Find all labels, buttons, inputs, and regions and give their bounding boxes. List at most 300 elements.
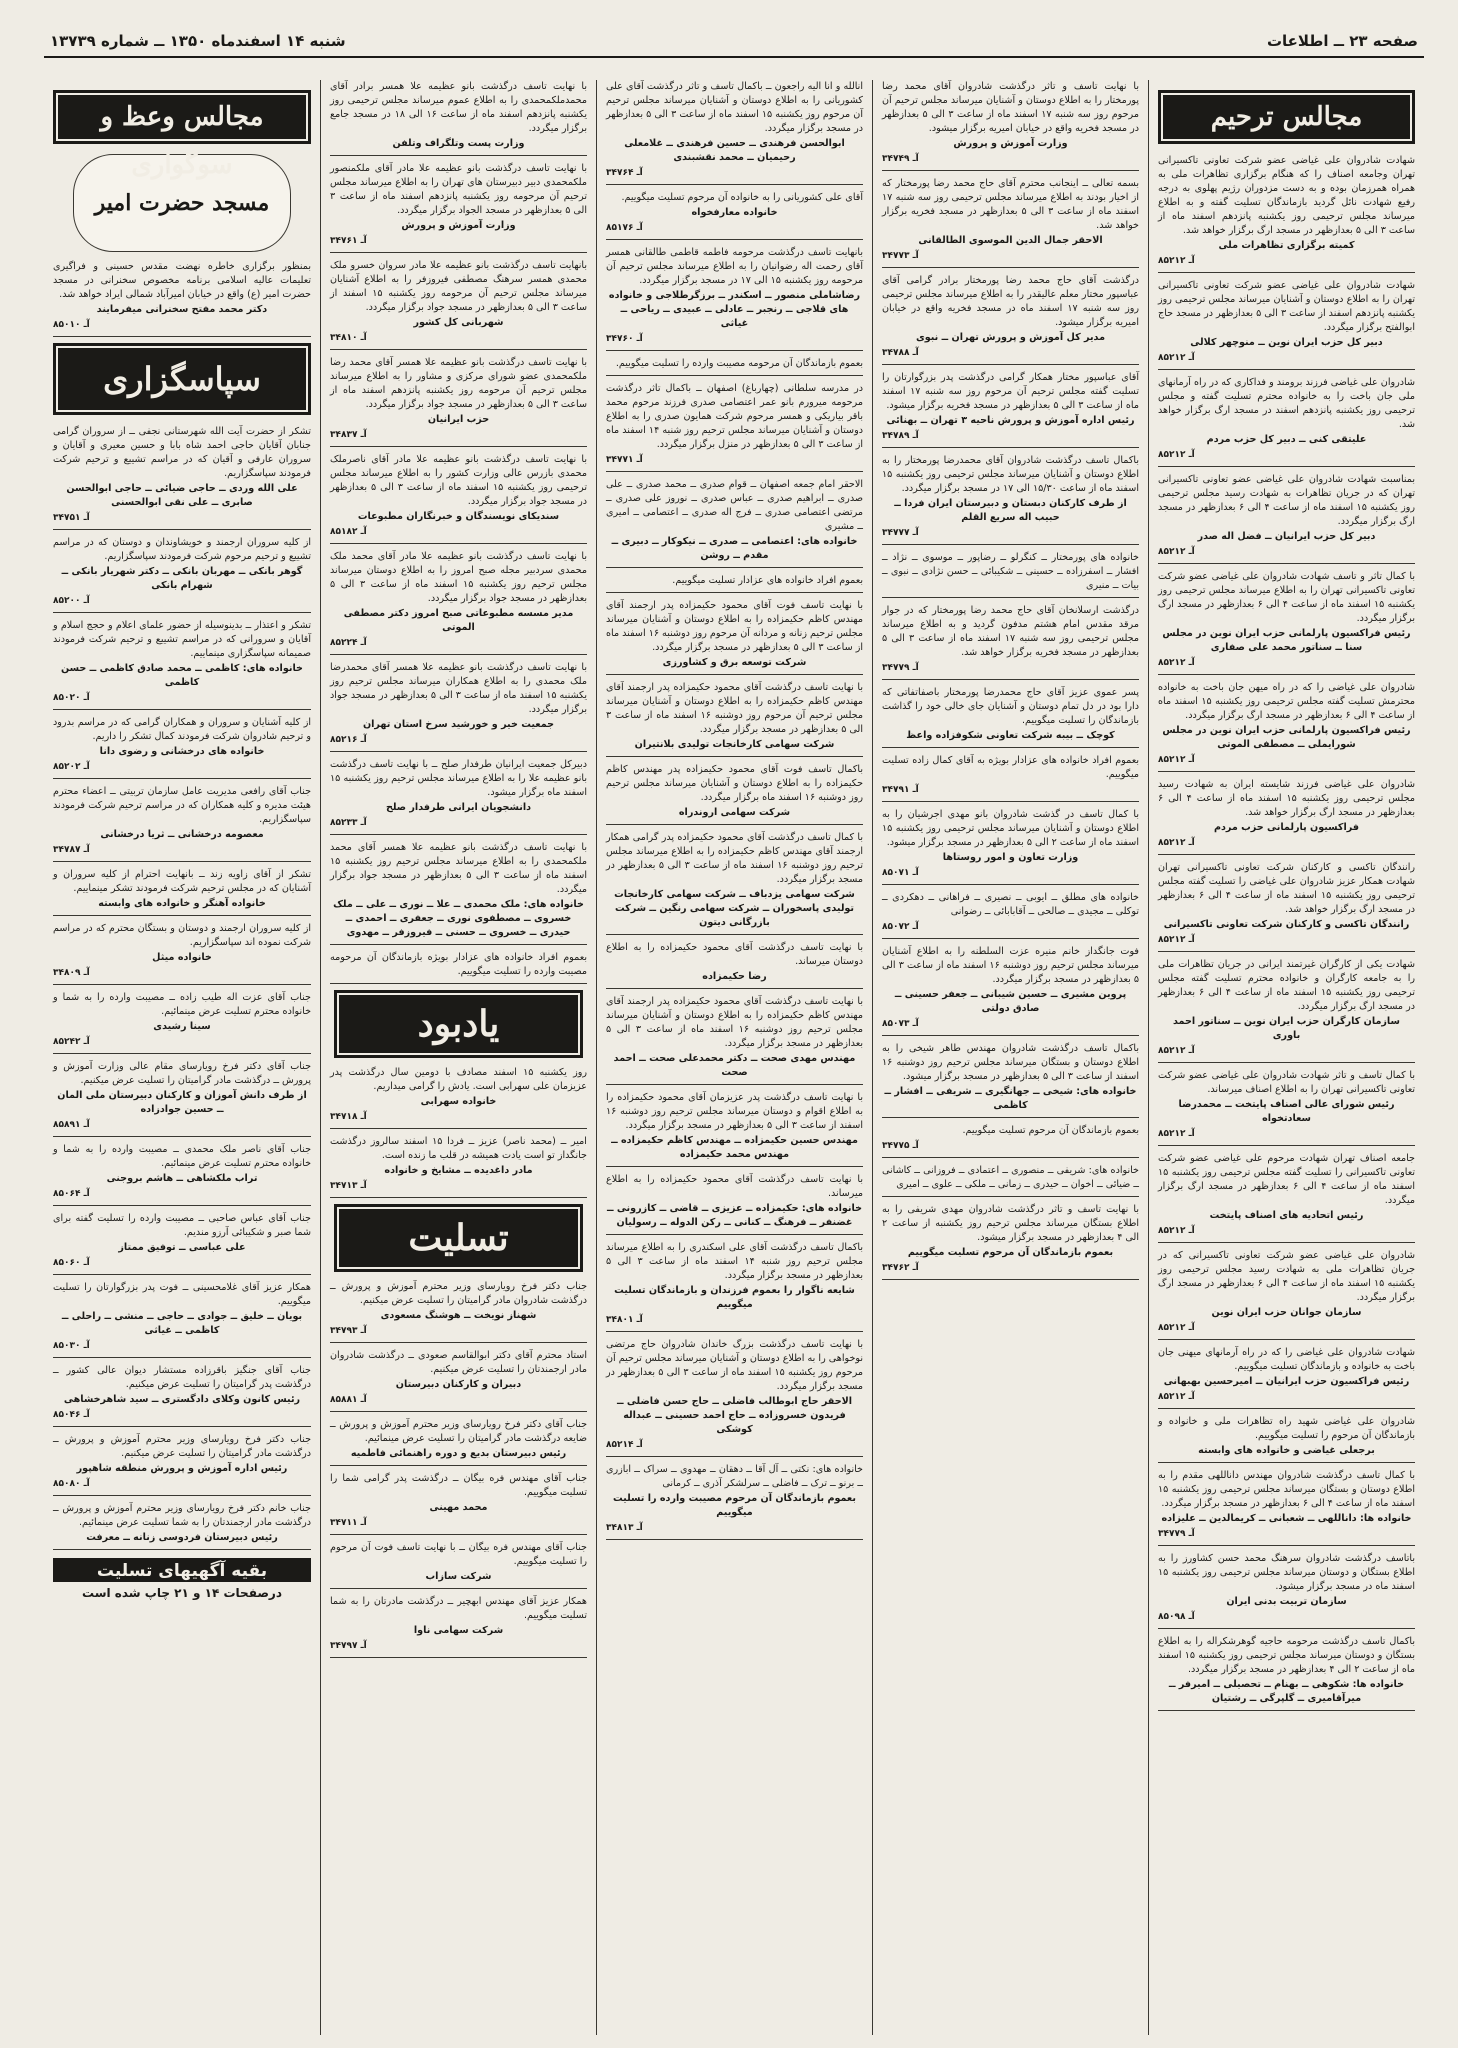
- column-2: [872, 80, 1148, 2035]
- notice-divider: [1158, 1408, 1415, 1409]
- notice-divider: [53, 1053, 311, 1054]
- notice-divider: [330, 155, 587, 156]
- notice-signature: سازمان جوانان حزب ایران نوین: [1211, 1307, 1362, 1318]
- notice-divider: [330, 1534, 587, 1535]
- notice-signature: خانواده میثل: [152, 952, 212, 963]
- notice-ref-code: آـ ۸۵۲۱۲: [1158, 256, 1195, 266]
- notice-ref-code: آـ ۳۴۸۱۰: [330, 333, 367, 343]
- notice: [330, 356, 587, 447]
- notice-body: باکمال تاسف درگذشت شادروان آقای محمدرضا پورمختار را به اطلاع دوستان و آشنایان میرساند مجلس ترحیمی روز یکشنبه ۱۵ اسفند ماه از ساعت ۱۵/۳۰ الی ۱۷ در مسجد برگزار میگردد.: [882, 455, 1139, 494]
- notice: [330, 162, 587, 253]
- notice-signature: شرکت سهامی یزدباف ــ شرکت سهامی کارخانجات تولیدی پاسخوران ــ شرکت سهامی رنگین ــ شرکت بازرگانی دیتون: [614, 889, 855, 928]
- notice-divider: [53, 1136, 311, 1137]
- notice-divider: [882, 1157, 1139, 1158]
- notice-ref-code: آـ ۸۵۲۱۲: [1158, 935, 1195, 945]
- notice-body: تشکر از حضرت آیت الله شهرستانی نجفی ــ از سروران گرامی جنابان آقایان حاجی احمد شاه بابا و حسین معیری و آقایان و سروران عارفی و آقیان که در مراسم تشییع و ترحیم شرکت فرمودند سپاسگزاریم.: [53, 426, 311, 479]
- notice-ref-code: آـ ۸۵۲۱۲: [1158, 1226, 1195, 1236]
- notice-ref-code: آـ ۸۵۰۷۲: [882, 922, 919, 932]
- notice: [53, 868, 311, 916]
- notice-divider: [53, 984, 311, 985]
- notice-body: استاد محترم آقای دکتر ابوالقاسم صعودی ــ درگذشت شادروان مادر ارجمندتان را تسلیت عرض میکنیم.: [330, 1350, 587, 1375]
- notice: [1158, 958, 1415, 1063]
- notice: [330, 1472, 587, 1535]
- notice: [882, 891, 1139, 939]
- notice: [330, 951, 587, 984]
- notice-body: با نهایت تاسف و تاثر درگذشت شادروان آقای محمد رضا پورمختار را به اطلاع دوستان و آشنایان میرساند مجلس ترحیم آن مرحوم روز سه شنبه ۱۷ اسفند ماه از ساعت ۳ الی ۵ بعدازظهر در مسجد فخریه واقع در خیابان امیریه برگزار میشود.: [882, 81, 1139, 134]
- notice-divider: [53, 1205, 311, 1206]
- notice-divider: [330, 983, 587, 984]
- notice-ref-code: آـ ۸۵۲۱۲: [1158, 1392, 1195, 1402]
- notice-body: آقای علی کشوریانی را به خانواده آن مرحوم تسلیت میگوییم.: [621, 192, 863, 203]
- notice: [882, 1164, 1139, 1197]
- notice-divider: [882, 801, 1139, 802]
- notice-divider: [1158, 771, 1415, 772]
- notice-ref-code: آـ ۳۴۷۴۹: [882, 154, 919, 164]
- notice-ref-code: آـ ۳۴۷۸۸: [882, 348, 919, 358]
- notice-divider: [606, 350, 863, 351]
- notice: [1158, 1552, 1415, 1629]
- notice-divider: [882, 1279, 1139, 1280]
- notice-divider: [606, 471, 863, 472]
- notice-signature: برجعلی غیاضی و خانواده های وابسته: [1198, 1445, 1375, 1456]
- notice-ref-code: آـ ۳۴۷۱۱: [330, 1518, 367, 1528]
- notice-ref-code: آـ ۳۴۸۰۹: [53, 968, 90, 978]
- notice-ref-code: آـ ۳۴۷۷۵: [882, 1141, 919, 1151]
- notice-body: جناب آقای دکتر فرخ رویارسای وزیر محترم آموزش و پرورش ــ ضایعه درگذشت مادر گرامیتان را تسلیت عرض مینمائیم.: [330, 1419, 587, 1444]
- notice-signature: تراب ملکشاهی ــ هاشم بروجنی: [106, 1173, 258, 1184]
- notice-signature: سینا رشیدی: [153, 1021, 211, 1032]
- column-4-notices-middle: [330, 1066, 587, 1198]
- notice: [882, 945, 1139, 1036]
- notice-body: شادروان علی غیاضی فرزند شایسته ایران به شهادت رسید مجلس ترحیمی روز یکشنبه ۱۵ اسفند ماه از ساعت ۴ الی ۶ بعدازظهر در مسجد ارگ برگزار خواهد شد.: [1158, 779, 1415, 818]
- notice-divider: [606, 567, 863, 568]
- notice-divider: [882, 1196, 1139, 1197]
- notice: [53, 1212, 311, 1275]
- notice-body: بمنظور برگزاری خاطره نهضت مقدس حسینی و فراگیری تعلیمات عالیه اسلامی برنامه مخصوص سخنرانی در مسجد حضرت امیر (ع) واقع در خیابان امیرآباد شمالی ایراد خواهد شد.: [53, 261, 311, 300]
- notice-ref-code: آـ ۸۵۰۷۳: [882, 1019, 919, 1029]
- notice-ref-code: آـ ۳۴۷۷۳: [882, 251, 919, 261]
- notice-divider: [1158, 466, 1415, 467]
- notice: [53, 1502, 311, 1550]
- notice-divider: [606, 592, 863, 593]
- notice-signature: رئیس دبیرستان بدیع و دوره راهنمائی فاطمیه: [350, 1448, 567, 1459]
- tasliat-banner: تسلیت: [334, 1204, 583, 1272]
- notice-body: شهادت یکی از کارگران غیرتمند ایرانی در جریان تظاهرات ملی را به جامعه کارگران و خانواده محترم تسلیت گفته مجلس ترحیمی روز یکشنبه ۱۵ اسفند ماه از ساعت ۴ الی ۶ بعدازظهر در مسجد ارگ برگزار میگردد.: [1158, 959, 1415, 1012]
- notice-signature: جمعیت خیر و خورشید سرخ استان تهران: [362, 719, 555, 730]
- notice-body: شادروان علی غیاضی را که در راه میهن جان باخت به خانواده محترمش تسلیت گفته مجلس ترحیمی روز یکشنبه ۱۵ اسفند ماه از ساعت ۴ الی ۶ بعدازظهر در مسجد ارگ برگزار میگردد.: [1158, 682, 1415, 721]
- notice-signature: شرکت سازاب: [425, 1571, 492, 1582]
- notice: [330, 1595, 587, 1658]
- notice-ref-code: آـ ۳۴۷۹۱: [882, 785, 919, 795]
- notice-signature: وزارت تعاون و امور روستاها: [942, 852, 1079, 863]
- notice-ref-code: آـ ۸۵۱۷۶: [606, 223, 643, 233]
- notice-divider: [606, 756, 863, 757]
- notice-signature: شهربانی کل کشور: [413, 317, 504, 328]
- notice-body: جناب آقای رافعی مدیریت عامل سازمان تربیتی ــ اعضاء محترم هیئت مدیره و کلیه همکاران که در مراسم ترحیم شرکت فرمودند سپاسگزاریم.: [53, 786, 311, 825]
- notice-signature: خانواده های: کاظمی ــ محمد صادق کاظمی ــ حسن کاظمی: [61, 663, 303, 688]
- notice-body: بعموم بازماندگان آن مرحومه مصیبت وارده را تسلیت میگوییم.: [615, 358, 863, 369]
- notice-signature: سندیکای نویسندگان و خبرنگاران مطبوعات: [357, 511, 560, 522]
- notice-divider: [1158, 1339, 1415, 1340]
- notice-divider: [53, 1274, 311, 1275]
- notice-divider: [330, 1411, 587, 1412]
- notice: [1158, 681, 1415, 772]
- notice-signature: شرکت سهامی اروندراه: [678, 807, 791, 818]
- notice-body: بانهایت تاسف درگذشت مرحومه فاطمه قاطمی طالقانی همسر آقای رحمت اله رضوانیان را به اطلاع میرساند مجلس ترحیم آن مرحومه روز یکشنبه ۱۵ الی ۱۷ در مسجد برگزار میگردد.: [606, 247, 863, 286]
- notice-ref-code: آـ ۸۵۰۶۰: [53, 1258, 90, 1268]
- notice-ref-code: آـ ۸۵۰۱۰: [53, 320, 90, 330]
- notice-divider: [606, 674, 863, 675]
- notice: [882, 177, 1139, 268]
- notice-body: از کلیه سروران ارجمند و دوستان و بستگان محترم که در مراسم شرکت نموده اند سپاسگزاریم.: [53, 923, 311, 948]
- more-notices-pages: درصفحات ۱۴ و ۲۱ چاپ شده است: [81, 1586, 283, 1600]
- notice: [606, 1091, 863, 1167]
- notice-divider: [1158, 1062, 1415, 1063]
- notice-divider: [1158, 563, 1415, 564]
- notice-signature: ابوالحسن فرهندی ــ حسین فرهندی ــ غلامعلی رحیمیان ــ محمد نقشبندی: [624, 138, 845, 163]
- notice: [882, 371, 1139, 448]
- notice-divider: [53, 709, 311, 710]
- notice-body: با نهایت تاسف درگذشت بانو عظیمه علا همسر آقای محمد رضا ملکمحمدی عضو شورای مرکزی و مشاور را به اطلاع میرساند مجلس ترحیم آن مرحومه روز یکشنبه پانزدهم اسفند ماه از ساعت ۳ الی ۵ بعدازظهر در مسجد جواد برگزار میگردد.: [330, 357, 587, 410]
- notice-divider: [330, 446, 587, 447]
- notice-body: با نهایت تاسف درگذشت آقای محمود حکیمزاده را به اطلاع دوستان میرساند.: [606, 942, 863, 967]
- notice-body: در مدرسه سلطانی (چهارباغ) اصفهان ــ باکمال تاثر درگذشت مرحومه میرورم بانو عمر اعتصامی صدری فرزند مرحوم محمد باقر بیاریکی و همسر مرحوم شرکت همایون صدری را به اطلاع دوستان و آشنایان میرساند مجلس ترحیم روز شنبه ۱۴ اسفند ماه از ساعت ۳ الی ۵ بعدازظهر در منزل برگزار میگردد.: [606, 383, 863, 450]
- notice: [606, 941, 863, 989]
- notice-divider: [330, 654, 587, 655]
- column-3-notices: [606, 80, 863, 1540]
- column-3: [596, 80, 872, 2035]
- notice-divider: [606, 1234, 863, 1235]
- notice: [1158, 1469, 1415, 1546]
- notice-divider: [606, 375, 863, 376]
- notice-signature: خانواده های: ملک محمدی ــ علا ــ نوری ــ علی ــ ملک خسروی ــ مصطفوی نوری ــ جعفری ــ احمدی ــ حیدری ــ خسروی ــ حسنی ــ فیروزفر ــ مهدوی: [333, 899, 584, 938]
- masthead-page-number: صفحه ۲۳ ــ اطلاعات: [1266, 32, 1418, 50]
- notice-body: خانواده های: شریفی ــ منصوری ــ اعتمادی ــ فروزانی ــ کاشانی ــ ضیائی ــ اخوان ــ حیدری ــ زمانی ــ ملکی ــ علوی ــ امیری: [882, 1165, 1139, 1190]
- notice-divider: [330, 543, 587, 544]
- notice-body: بعموم افراد خانواده های عزادار بویژه بازماندگان آن مرحومه مصیبت وارده را تسلیت میگوییم.: [330, 952, 587, 977]
- notice-signature: رضا حکیمزاده: [702, 971, 767, 982]
- notice-divider: [882, 364, 1139, 365]
- notice-signature: بعموم بازماندگان آن مرحوم تسلیت میگوییم: [907, 1247, 1114, 1258]
- notice-signature: دکتر محمد مفتح سخنرانی میفرمایند: [96, 304, 268, 315]
- notice: [330, 550, 587, 655]
- notice-body: پسر عموی عزیز آقای حاج محمدرضا پورمختار باصفاتفاتی که دارا بود در دل تمام دوستان و آشنایان جای خالی خود را گذاشت بازماندگان را تسلیت میگوییم.: [882, 687, 1139, 726]
- notice-signature: محمد مهینی: [429, 1502, 488, 1513]
- notice-body: باکمال تاسف درگذشت آقای علی اسکندری را به اطلاع میرساند مجلس ترحیم روز شنبه ۱۴ اسفند ماه از ساعت ۳ الی ۵ بعدازظهر در مسجد برگزار میگردد.: [606, 1242, 864, 1281]
- notice-body: با نهایت تاسف درگذشت بانو عظیمه علا همسر آقای محمد ملکمحمدی را به اطلاع میرساند مجلس ترحیم روز یکشنبه ۱۵ اسفند ماه از ساعت ۳ الی ۵ بعدازظهر در مسجد جواد برگزار میگردد.: [330, 842, 588, 895]
- notice-body: خانواده های مطلق ــ ایوبی ــ نصیری ــ فراهانی ــ دهکردی ــ توکلی ــ مجیدی ــ صالحی ــ آقابابائی ــ رضوانی: [882, 892, 1139, 917]
- notice-ref-code: آـ ۸۵۲۰۲: [53, 762, 90, 772]
- notice-ref-code: آـ ۳۴۸۳۷: [330, 430, 367, 440]
- notice-body: جناب آقای دکتر فرخ رویارسای مقام عالی وزارت آموزش و پرورش ــ درگذشت مادر گرامیتان را تسلیت عرض میکنیم.: [53, 1061, 311, 1086]
- notice: [882, 754, 1139, 802]
- notice-divider: [606, 934, 863, 935]
- notice-ref-code: آـ ۸۵۲۱۲: [1158, 1046, 1195, 1056]
- notice-body: با کمال تاسف درگذشت شادروان مهندس داناللهی مقدم را به اطلاع دوستان و بستگان میرساند مجلس ترحیمی روز یکشنبه ۱۵ اسفند ماه از ساعت ۴ الی ۶ بعدازظهر در مسجد برگزار میگردد.: [1158, 1470, 1415, 1509]
- notice-signature: مهندس مهدی صحت ــ دکتر محمدعلی صحت ــ احمد صحت: [613, 1053, 856, 1078]
- masthead-date-issue: شنبه ۱۴ اسفندماه ۱۳۵۰ ــ شماره ۱۳۷۳۹: [50, 32, 346, 50]
- notice: [882, 1203, 1139, 1280]
- notice-signature: خانواده سهرابی: [420, 1096, 497, 1107]
- notice-body: جناب آقای عزت اله طیب زاده ــ مصیبت وارده را به شما و خانواده محترم تسلیت عرض مینمائیم.: [53, 992, 311, 1017]
- notice-ref-code: آـ ۳۴۷۹۷: [330, 1641, 367, 1651]
- column-4-notices-top: [330, 80, 587, 984]
- notice-ref-code: آـ ۳۴۸۰۱: [606, 1315, 643, 1325]
- notice-ref-code: آـ ۳۴۷۷۷: [882, 528, 919, 538]
- notice-signature: رئیس فراکسیون پارلمانی حزب ایران نوین در مجلس سنا ــ سناتور محمد علی صفاری: [1162, 628, 1411, 653]
- notice: [882, 808, 1139, 885]
- notice-ref-code: آـ ۸۵۰۲۰: [53, 693, 90, 703]
- notice-body: جناب آقای مهندس فره بیگان ــ با نهایت تاسف فوت آن مرحوم را تسلیت میگوییم.: [330, 1542, 587, 1567]
- notice: [606, 1173, 863, 1235]
- mosque-emblem: مسجد حضرت امیر: [73, 154, 291, 252]
- notice-ref-code: آـ ۳۴۷۱۸: [330, 1112, 367, 1122]
- notice-body: انالله و انا الیه راجعون ــ باکمال تاسف و تاثر درگذشت آقای علی کشوریانی را به اطلاع دوستان و آشنایان میرساند مجلس ترحیم آن مرحوم روز یکشنبه ۱۵ اسفند ماه از ساعت ۳ الی ۵ بعدازظهر در مسجد برگزار میگردد.: [606, 81, 863, 134]
- notice-divider: [882, 544, 1139, 545]
- notice-body: بمناسبت شهادت شادروان علی غیاضی عضو تعاونی تاکسیرانی تهران که در جریان تظاهرات به شهادت رسید مجلس ترحیمی روز یکشنبه ۱۵ اسفند ماه از ساعت ۴ الی ۶ بعدازظهر در مسجد ارگ برگزار میگردد.: [1158, 474, 1415, 527]
- notice-body: با کمال تاسف و تاثر شهادت شادروان علی غیاضی عضو شرکت تعاونی تاکسیرانی تهران را به اطلاع اصناف میرساند.: [1158, 1070, 1415, 1095]
- notice-signature: شرکت سهامی ناوا: [413, 1625, 504, 1636]
- notice: [606, 357, 863, 376]
- notice-signature: پروین مشیری ــ حسین شیبانی ــ جعفر حسینی ــ صادق دولتی: [894, 989, 1127, 1014]
- notice: [606, 574, 863, 593]
- notice-signature: مدیر کل آموزش و پرورش تهران ــ نبوی: [915, 332, 1106, 343]
- notice-body: با نهایت تاسف درگذشت بانو عظیمه علا همسر آقای محمدرضا ملک محمدی را به اطلاع همکاران میرساند مجلس ترحیم روز یکشنبه ۱۵ اسفند ماه از ساعت ۳ الی ۵ بعدازظهر در مسجد جواد برگزار میگردد.: [330, 662, 588, 715]
- notice-divider: [882, 1117, 1139, 1118]
- notice-ref-code: آـ ۸۵۲۱۴: [606, 1440, 643, 1450]
- notice-signature: گوهر بانکی ــ مهربان بانکی ــ دکتر شهریار بانکی ــ شهرام بانکی: [61, 566, 303, 591]
- notice-divider: [606, 184, 863, 185]
- notice: [330, 841, 587, 945]
- notice-divider: [606, 1539, 863, 1540]
- notice-divider: [606, 1084, 863, 1085]
- notice: [606, 763, 863, 825]
- notice-ref-code: آـ ۸۵۱۸۲: [330, 527, 367, 537]
- notice-signature: خانواده معارفخواه: [691, 207, 778, 218]
- notice-ref-code: آـ ۳۴۷۶۴: [606, 168, 643, 178]
- notice-body: تشکر و اعتذار ــ بدینوسیله از حضور علمای اعلام و حجج اسلام و آقایان و سرورانی که در مراسم تشییع و ترحیم شرکت فرمودند صمیمانه سپاسگزاری مینماییم.: [53, 620, 311, 659]
- notice-ref-code: آـ ۸۵۲۰۰: [53, 596, 90, 606]
- notice: [53, 785, 311, 862]
- notice: [53, 1143, 311, 1206]
- vaz-banner: مجالس وعظ و سوگواری: [53, 90, 311, 144]
- notice-divider: [330, 944, 587, 945]
- notice-ref-code: آـ ۸۵۲۱۲: [1158, 658, 1195, 668]
- notice-ref-code: آـ ۸۵۲۴۲: [53, 1037, 90, 1047]
- column-1: [1148, 80, 1424, 2035]
- notice: [330, 1280, 587, 1343]
- column-4: [320, 80, 596, 2035]
- notice-divider: [330, 1342, 587, 1343]
- notice-ref-code: آـ ۸۵۲۱۲: [1158, 838, 1195, 848]
- notice-body: با نهایت تاسف و تاثر درگذشت شادروان مهدی شریفی را به اطلاع بستگان میرساند مجلس ترحیم روز یکشنبه از ساعت ۲ الی ۴ بعدازظهر در مسجد برگزار میشود.: [882, 1204, 1139, 1243]
- notice-body: باکمال تاسف درگذشت شادروان مهندس طاهر شیخی را به اطلاع دوستان و بستگان میرساند مجلس ترحیم روز دوشنبه ۱۶ اسفند از ساعت ۳ الی ۵ بعدازظهر در مسجد برگزار میشود.: [882, 1043, 1139, 1082]
- notice-divider: [882, 938, 1139, 939]
- notice-divider: [1158, 1462, 1415, 1463]
- notice-signature: شهناز نویخت ــ هوشنگ مسعودی: [380, 1310, 537, 1321]
- notice-divider: [1158, 1628, 1415, 1629]
- notice-body: با نهایت تاسف فوت آقای محمود حکیمزاده پدر ارجمند آقای مهندس کاظم حکیمزاده را به اطلاع دوستان و آشنایان میرساند مجلس ترحیم زنانه و مردانه آن مرحوم روز دوشنبه ۱۶ اسفند ماه از ساعت ۳ الی ۵ بعدازظهر در مسجد برگزار میگردد.: [606, 600, 863, 653]
- notice: [330, 1349, 587, 1412]
- notice-divider: [53, 529, 311, 530]
- notice-divider: [1158, 1545, 1415, 1546]
- notice: [1158, 861, 1415, 952]
- notice-divider: [882, 170, 1139, 171]
- notice-body: الاحقر امام جمعه اصفهان ــ قوام صدری ــ محمد صدری ــ علی صدری ــ ابراهیم صدری ــ عباس صدری ــ نوروز علی صدری ــ مرتضی اعتصامی صدری ــ فرج اله صدری ــ اعتصامی ــ امیری ــ مشیری: [606, 479, 863, 532]
- yadbud-banner: یادبود: [334, 990, 583, 1058]
- notice-signature: رئیس اداره آموزش و پرورش ناحیه ۳ تهران ــ بهنائی: [886, 415, 1135, 426]
- notice-signature: رئیس دبیرستان فردوسی زنانه ــ معرفت: [86, 1532, 278, 1543]
- notice-divider: [1158, 369, 1415, 370]
- notice-body: جناب آقای ناصر ملک محمدی ــ مصیبت وارده را به شما و خانواده محترم تسلیت عرض مینمائیم.: [53, 1144, 311, 1169]
- notice-body: باکمال تاسف درگذشت مرحومه حاجیه گوهرشکراله را به اطلاع بستگان و دوستان میرساند مجلس ترحیمی روز یکشنبه ۱۵ اسفند ماه از ساعت ۲ الی ۴ بعدازظهر در مسجد برگزار میگردد.: [1158, 1636, 1415, 1675]
- notice: [882, 454, 1139, 545]
- notice-signature: رئیس فراکسیون پارلمانی حزب ایران نوین در مجلس شورایملی ــ مصطفی الموتی: [1162, 725, 1411, 750]
- more-notices-banner: بقیه آگهیهای تسلیت: [53, 1558, 311, 1582]
- notice-signature: علیتقی کنی ــ دبیر کل حزب مردم: [1206, 434, 1367, 445]
- notice: [606, 80, 863, 185]
- notice-ref-code: آـ ۳۴۷۱۳: [330, 1181, 367, 1191]
- column-5-notices-bottom: [53, 425, 311, 1550]
- notice-ref-code: آـ ۸۵۲۱۲: [1158, 755, 1195, 765]
- notice-signature: شایعه ناگوار را بعموم فرزندان و بازماندگان تسلیت میگوییم: [614, 1285, 855, 1310]
- notice-body: شادروان علی غیاضی شهید راه تظاهرات ملی و خانواده و بازماندگان آن مرحوم را تسلیت میگوییم.: [1158, 1416, 1415, 1441]
- notice-signature: مهندس حسین حکیمزاده ــ مهندس کاظم حکیمزاده ــ مهندس محمد حکیمزاده: [611, 1135, 858, 1160]
- notice-divider: [1158, 272, 1415, 273]
- notice-ref-code: آـ ۳۴۷۷۹: [1158, 1529, 1195, 1539]
- notice: [53, 1060, 311, 1137]
- notice-signature: شرکت توسعه برق و کشاورزی: [662, 657, 807, 668]
- notice-ref-code: آـ ۳۴۷۶۱: [330, 236, 367, 246]
- notice: [1158, 1249, 1415, 1340]
- notice-ref-code: آـ ۸۵۲۱۲: [1158, 450, 1195, 460]
- notice-body: دبیرکل جمعیت ایرانیان طرفدار صلح ــ با نهایت تاسف درگذشت بانو عظیمه علا را به اطلاع میرساند مجلس ترحیم روز یکشنبه ۱۵ اسفند ماه برگزار میشود.: [330, 759, 587, 798]
- notice-body: درگذشت ارسلانخان آقای حاج محمد رضا پورمختار که در جوار مرقد مقدس امام هشتم مدفون گردید و به اطلاع میرساند مجلس ترحیمی روز سه شنبه ۱۷ اسفند ماه از ساعت ۳ الی ۵ بعدازظهر در مسجد فخریه برگزار خواهد شد.: [882, 605, 1140, 658]
- notice-signature: بعموم بازماندگان آن مرحوم مصیبت وارده را تسلیت میگوییم: [613, 1493, 856, 1518]
- notice-body: از کلیه آشنایان و سروران و همکاران گرامی که در مراسم بدرود و ترحیم شادروان شرکت فرمودند کمال تشکر را داریم.: [53, 717, 311, 742]
- notice-signature: رئیس فراکسیون حزب ایرانیان ــ امیرحسین بهبهانی: [1163, 1376, 1410, 1387]
- notice-divider: [330, 252, 587, 253]
- notice-divider: [53, 1495, 311, 1496]
- notice-signature: خانواده آهنگر و خانواده های وابسته: [98, 898, 266, 909]
- notice: [330, 1066, 587, 1129]
- notice-divider: [882, 747, 1139, 748]
- notice-body: با نهایت تاسف درگذشت آقای محمود حکیمزاده پدر ارجمند آقای مهندس کاظم حکیمزاده را به اطلاع دوستان و آشنایان میرساند مجلس ترحیم روز دوشنبه ۱۶ اسفند ماه از ساعت ۳ الی ۵ بعدازظهر در مسجد برگزار میگردد.: [606, 996, 864, 1049]
- notice: [606, 1463, 863, 1540]
- notice-divider: [606, 988, 863, 989]
- notice-signature: حزب ایرانیان: [427, 414, 490, 425]
- notice-signature: دبیر کل حزب ایران نوین ــ منوچهر کلالی: [1190, 337, 1383, 348]
- column-5-notices-top: [53, 260, 311, 337]
- notice-signature: از طرف دانش آموزان و کارکنان دبیرستان ملی المان ــ حسین جوادزاده: [57, 1090, 307, 1115]
- notice: [53, 922, 311, 985]
- notice-divider: [53, 778, 311, 779]
- notice: [53, 536, 311, 613]
- notice-body: خانواده های: نکتی ــ آل آقا ــ دهقان ــ مهدوی ــ سراک ــ ابازری ــ برنو ــ ترک ــ فاضلی ــ سرلشکر آذری ــ کرمانی: [606, 1464, 863, 1489]
- notice-body: بعموم افراد خانواده های عزادار تسلیت میگوییم.: [672, 575, 863, 586]
- notice: [53, 1364, 311, 1427]
- notice-divider: [53, 1426, 311, 1427]
- notice-divider: [330, 1197, 587, 1198]
- notice-signature: خانواده های: حکیمزاده ــ عزیزی ــ قاضی ــ کازرونی ــ غضنفر ــ فرهنگ ــ کنانی ــ رکن الدوله ــ رسولیان: [606, 1203, 863, 1228]
- notice: [1158, 154, 1415, 273]
- notice: [606, 599, 863, 675]
- notice-ref-code: آـ ۳۴۷۸۷: [53, 845, 90, 855]
- notice-ref-code: آـ ۸۵۸۸۱: [330, 1395, 367, 1405]
- notice-ref-code: آـ ۸۵۲۱۶: [330, 735, 367, 745]
- notice-ref-code: آـ ۳۴۷۷۹: [882, 663, 919, 673]
- notice-divider: [1158, 1242, 1415, 1243]
- notice: [882, 551, 1139, 598]
- notice-body: جناب دکتر فرخ رویارسای وزیر محترم آموزش و پرورش ــ درگذشت مادر گرامیتان را تسلیت عرض میکنیم.: [53, 1434, 311, 1459]
- notice-body: با نهایت تاسف درگذشت آقای محمود حکیمزاده پدر ارجمند آقای مهندس کاظم حکیمزاده را به اطلاع دوستان و آشنایان میرساند مجلس ترحیم آن مرحوم روز دوشنبه ۱۶ اسفند ماه از ساعت ۳ الی ۵ بعدازظهر در مسجد برگزار میگردد.: [606, 682, 863, 735]
- notice-body: شادروان علی غیاضی فرزند برومند و فداکاری که در راه آرمانهای ملی جان باخت را به خانواده محترم تسلیت گفته و مجلس ترحیمی روز یکشنبه پانزدهم اسفند در مسجد ارگ برگزار خواهد شد.: [1158, 377, 1415, 430]
- notice: [53, 619, 311, 710]
- notice-body: همکار عزیز آقای غلامحسینی ــ فوت پدر بزرگوارتان را تسلیت میگوییم.: [53, 1282, 311, 1307]
- notice: [330, 1135, 587, 1198]
- notice-divider: [606, 1331, 863, 1332]
- notice-divider: [53, 336, 311, 337]
- notice-ref-code: آـ ۸۵۰۴۶: [53, 1410, 90, 1420]
- notice-divider: [1158, 951, 1415, 952]
- notice-body: امیر ــ (محمد ناصر) عزیز ــ فردا ۱۵ اسفند سالروز درگذشت جانگداز تو است یادت همیشه در قلب ما زنده است.: [330, 1136, 587, 1161]
- notice-signature: وزارت پست وتلگراف وتلفن: [392, 138, 525, 149]
- notice-divider: [330, 1588, 587, 1589]
- notice-body: با نهایت تاسف درگذشت بانو عظیمه علا مادر آقای محمد ملک محمدی سردبیر مجله صبح امروز را به اطلاع دوستان میرساند مجلس ترحیم روز یکشنبه ۱۵ اسفند ماه از ساعت ۳ الی ۵ بعدازظهر در مسجد جواد برگزار میگردد.: [330, 551, 587, 604]
- notice: [1158, 1069, 1415, 1146]
- notice: [1158, 1635, 1415, 1711]
- notice: [882, 274, 1139, 365]
- notice-signature: خانواده های درخشانی و رضوی دانا: [99, 746, 265, 757]
- notice: [53, 1433, 311, 1496]
- notice-body: جناب آقای مهندس فره بیگان ــ درگذشت پدر گرامی شما را تسلیت میگوییم.: [330, 1473, 587, 1498]
- notice-body: بسمه تعالی ــ اینجانب محترم آقای حاج محمد رضا پورمختار که از اخیار بودند به اطلاع میرساند مجلس ترحیمی روز سه شنبه ۱۷ اسفند ماه از ساعت ۳ الی ۵ بعدازظهر در مسجد فخریه برگزار خواهد شد.: [882, 178, 1140, 231]
- notice-body: بعموم بازماندگان آن مرحوم تسلیت میگوییم.: [962, 1125, 1139, 1136]
- notice: [1158, 1152, 1415, 1243]
- notice-ref-code: آـ ۸۵۰۶۴: [53, 1189, 90, 1199]
- notice-ref-code: آـ ۸۵۲۳۳: [330, 818, 367, 828]
- notice: [53, 260, 311, 337]
- notice-body: همکار عزیز آقای مهندس ابهچیر ــ درگذشت مادرتان را به شما تسلیت میگوییم.: [330, 1596, 587, 1621]
- column-4-notices-bottom: [330, 1280, 587, 1658]
- column-2-notices: [882, 80, 1139, 1280]
- notice: [882, 1042, 1139, 1118]
- notice-divider: [606, 1456, 863, 1457]
- notice: [330, 758, 587, 835]
- notice: [53, 1281, 311, 1358]
- notice-signature: رئیس کانون وکلای دادگستری ــ سید شاهرخشاهی: [63, 1394, 301, 1405]
- notice: [1158, 279, 1415, 370]
- notice-body: باتاسف درگذشت شادروان سرهنگ محمد حسن کشاورز را به اطلاع بستگان و دوستان میرساند مجلس ترحیمی روز یکشنبه ۱۵ اسفند ماه در مسجد برگزار میشود.: [1158, 1553, 1415, 1592]
- notice-body: با نهایت تاسف درگذشت بانو عظیمه علا مادر آقای ناصرملک محمدی بازرس عالی وزارت کشور را به اطلاع میرساند مجلس ترحیمی روز یکشنبه ۱۵ اسفند ماه از ساعت ۳ الی ۵ بعدازظهر در مسجد جواد برگزار میگردد.: [330, 454, 587, 507]
- notice: [606, 995, 863, 1085]
- notice: [1158, 778, 1415, 855]
- notice-signature: وزارت آموزش و پرورش: [401, 220, 516, 231]
- notice-divider: [330, 751, 587, 752]
- notice: [1158, 1415, 1415, 1463]
- sepas-banner: سپاسگزاری: [53, 343, 311, 415]
- notice: [1158, 376, 1415, 467]
- notice-ref-code: آـ ۸۵۲۱۲: [1158, 547, 1195, 557]
- notice-ref-code: آـ ۳۴۷۵۱: [53, 513, 90, 523]
- notice-ref-code: آـ ۸۵۸۹۱: [53, 1120, 90, 1130]
- notice-divider: [330, 1465, 587, 1466]
- notice: [606, 191, 863, 240]
- notice: [330, 453, 587, 544]
- notice-signature: معصومه درخشانی ــ ثریا درخشانی: [100, 829, 264, 840]
- notice-body: با نهایت تاسف درگذشت بانو عظیمه علا مادر آقای ملکمنصور ملکمحمدی دبیر دبیرستان های تهران را به اطلاع میرساند مجلس ترحیم آن مرحومه روز یکشنبه پانزدهم اسفند ماه از ساعت ۳ الی ۵ بعدازظهر در مسجد الجواد برگزار میگردد.: [330, 163, 587, 216]
- notice-divider: [53, 915, 311, 916]
